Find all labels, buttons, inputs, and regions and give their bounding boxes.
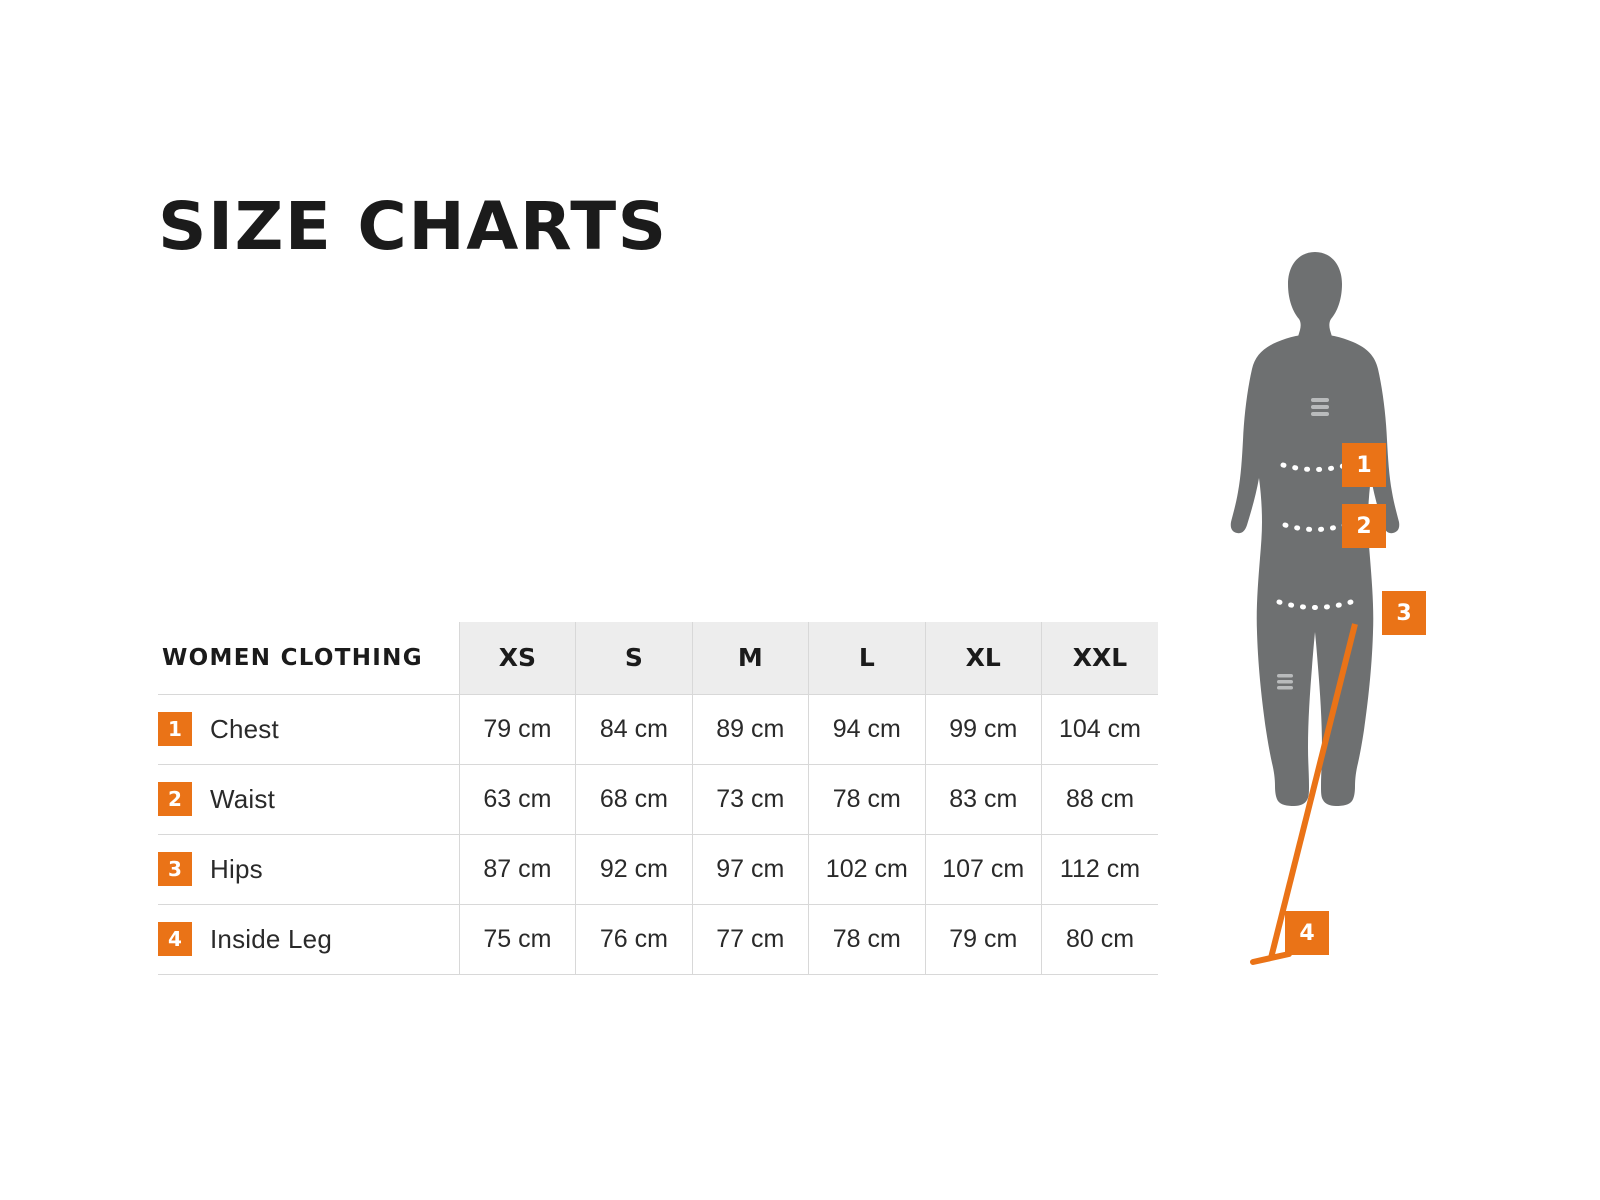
table-header-row <box>158 622 1158 694</box>
row-label-hips <box>158 834 459 904</box>
cell-chest-xs: 79 cm <box>459 694 575 764</box>
row-label-inside-leg <box>158 904 459 974</box>
table-row <box>158 834 1158 904</box>
column-header-l: L <box>809 622 925 694</box>
cell-inside-leg-xs: 75 cm <box>459 904 575 974</box>
cell-waist-l: 78 cm <box>809 764 925 834</box>
cell-hips-xl: 107 cm <box>925 834 1041 904</box>
cell-waist-xxl: 88 cm <box>1041 764 1158 834</box>
cell-waist-xl: 83 cm <box>925 764 1041 834</box>
cell-inside-leg-m: 77 cm <box>692 904 808 974</box>
row-name: Inside Leg <box>210 923 332 954</box>
row-name: Chest <box>210 713 279 744</box>
column-header-xs: XS <box>459 622 575 694</box>
cell-hips-m: 97 cm <box>692 834 808 904</box>
row-name: Waist <box>210 783 276 814</box>
figure-marker-3: 3 <box>1382 591 1426 635</box>
figure-marker-2: 2 <box>1342 504 1386 548</box>
row-badge-4: 4 <box>158 922 192 956</box>
table-row <box>158 904 1158 974</box>
cell-chest-xl: 99 cm <box>925 694 1041 764</box>
cell-inside-leg-s: 76 cm <box>576 904 692 974</box>
cell-hips-s: 92 cm <box>576 834 692 904</box>
row-badge-1: 1 <box>158 712 192 746</box>
page-title: SIZE CHARTS <box>158 188 668 265</box>
column-header-m: M <box>692 622 808 694</box>
cell-chest-l: 94 cm <box>809 694 925 764</box>
row-name: Hips <box>210 853 263 884</box>
cell-hips-l: 102 cm <box>809 834 925 904</box>
table-title-cell <box>158 622 459 694</box>
cell-inside-leg-xl: 79 cm <box>925 904 1041 974</box>
table-row <box>158 694 1158 764</box>
row-badge-2: 2 <box>158 782 192 816</box>
column-header-xxl: XXL <box>1041 622 1158 694</box>
cell-waist-m: 73 cm <box>692 764 808 834</box>
cell-waist-s: 68 cm <box>576 764 692 834</box>
brand-logo-icon <box>1311 398 1329 416</box>
size-table-container <box>158 622 1158 975</box>
cell-chest-s: 84 cm <box>576 694 692 764</box>
cell-waist-xs: 63 cm <box>459 764 575 834</box>
column-header-xl: XL <box>925 622 1041 694</box>
brand-logo-icon-thigh <box>1277 674 1293 690</box>
figure-marker-1: 1 <box>1342 443 1386 487</box>
row-label-waist <box>158 764 459 834</box>
cell-hips-xxl: 112 cm <box>1041 834 1158 904</box>
cell-inside-leg-xxl: 80 cm <box>1041 904 1158 974</box>
cell-chest-xxl: 104 cm <box>1041 694 1158 764</box>
row-label-chest <box>158 694 459 764</box>
cell-chest-m: 89 cm <box>692 694 808 764</box>
cell-hips-xs: 87 cm <box>459 834 575 904</box>
size-table <box>158 622 1158 975</box>
table-title: WOMEN CLOTHING <box>162 644 423 671</box>
column-header-s: S <box>576 622 692 694</box>
table-row <box>158 764 1158 834</box>
row-badge-3: 3 <box>158 852 192 886</box>
cell-inside-leg-l: 78 cm <box>809 904 925 974</box>
figure-marker-4: 4 <box>1285 911 1329 955</box>
